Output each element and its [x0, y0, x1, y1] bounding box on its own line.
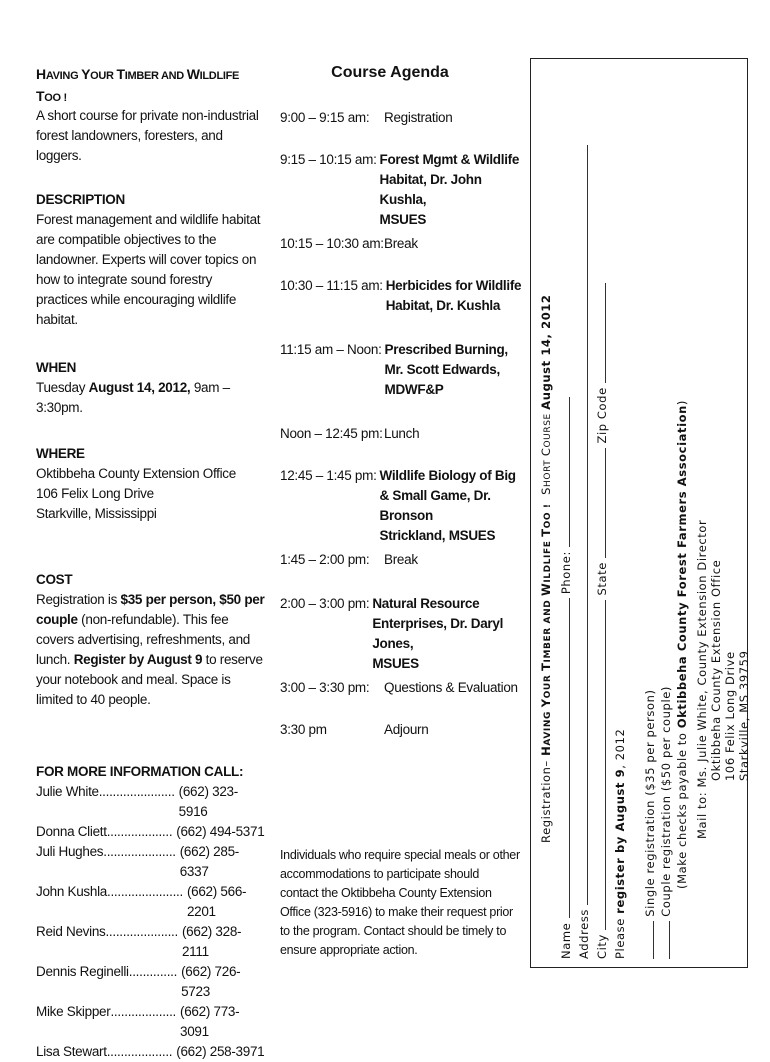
contact-row: [36, 1002, 266, 1042]
contact-dots: ...................: [106, 824, 173, 839]
agenda-line: Forest Mgmt & Wildlife: [379, 152, 520, 167]
agenda-line: Habitat, Dr. Kushla: [385, 298, 501, 313]
agenda-time: 3:00 – 3:30 pm:: [280, 680, 370, 695]
contact-phone: (662) 773-3091: [180, 1004, 240, 1039]
contact-phone: (662) 285-6337: [179, 844, 240, 879]
agenda-line: MSUES: [379, 212, 427, 227]
name-field[interactable]: [559, 598, 570, 918]
agenda-description: [384, 234, 418, 254]
contact-dots: ..............: [128, 964, 178, 979]
cost-heading: COST: [36, 572, 73, 587]
where-heading: WHERE: [36, 446, 85, 461]
city-row: City State Zip Code: [595, 283, 609, 959]
contact-name: John Kushla: [36, 884, 108, 899]
description-section: [36, 190, 266, 330]
agenda-heading: Course Agenda: [331, 64, 449, 81]
agenda-item: [280, 550, 530, 570]
agenda-description: [380, 150, 530, 230]
contact-name: Reid Nevins: [36, 924, 106, 939]
agenda-description: [386, 276, 522, 316]
agenda-description: [384, 678, 518, 698]
cost-section: [36, 570, 266, 710]
agenda-description: [384, 108, 452, 128]
contact-name: Julie White: [36, 784, 99, 799]
when-section: [36, 358, 266, 418]
agenda-time: 10:30 – 11:15 am:: [280, 278, 383, 293]
agenda-line: Natural Resource: [372, 596, 480, 611]
agenda-description: [384, 720, 428, 740]
contact-dots: .....................: [103, 844, 176, 859]
contact-phone: (662) 323-5916: [178, 784, 238, 819]
contact-row: [36, 882, 266, 922]
description-text: Forest management and wildlife habitat are compatible objectives to the landowner. Experts will cover topics on how to integrate sound forestry practices while encouraging wildlife habitat.: [36, 212, 261, 327]
single-registration-row: Single registration ($35 per person): [643, 689, 657, 959]
agenda-line: Herbicides for Wildlife: [385, 278, 522, 293]
agenda-item: [280, 108, 530, 128]
course-title: HAVING YOUR TIMBER AND WILDLIFE TOO !: [36, 66, 240, 104]
agenda-item: [280, 340, 530, 400]
address-field[interactable]: [577, 145, 588, 905]
agenda-item: [280, 150, 530, 230]
name-row: Name Phone:: [559, 397, 573, 959]
agenda-time: 10:15 – 10:30 am:: [280, 236, 384, 251]
contact-phone: (662) 726-5723: [181, 964, 241, 999]
contact-phone: (662) 258-3971: [176, 1044, 265, 1059]
agenda-line: Adjourn: [384, 722, 429, 737]
contact-row: [36, 782, 266, 822]
agenda-line: MSUES: [372, 656, 419, 671]
agenda-item: [280, 234, 530, 254]
contact-dots: ...................: [110, 1004, 177, 1019]
agenda-line: Wildlife Biology of Big: [379, 468, 516, 483]
mail-line-4: Starkville, MS 39759: [737, 650, 751, 781]
contact-name: Juli Hughes: [36, 844, 104, 859]
agenda-line: Break: [384, 552, 418, 567]
agenda-line: Questions & Evaluation: [384, 680, 518, 695]
agenda-line: Habitat, Dr. John Kushla,: [379, 172, 482, 207]
city-field[interactable]: [595, 600, 606, 930]
checks-payable-line: (Make checks payable to Oktibbeha County Forest Farmers Association): [675, 399, 689, 889]
info-section: [36, 762, 266, 1062]
agenda-description: [385, 340, 530, 400]
agenda-item: [280, 720, 530, 740]
single-registration-checkbox[interactable]: [643, 921, 654, 959]
contact-name: Mike Skipper: [36, 1004, 111, 1019]
agenda-line: Strickland, MSUES: [379, 528, 496, 543]
agenda-description: [384, 550, 418, 570]
cost-text: Registration is $35 per person, $50 per couple (non-refundable). This fee covers advertising, refreshments, and lunch. Register by August 9 to reserve your notebook and meal. Space is limited to 40 people.: [36, 592, 265, 707]
contact-dots: ......................: [98, 784, 175, 799]
agenda-line: & Small Game, Dr. Bronson: [379, 488, 491, 523]
agenda-time: 2:00 – 3:00 pm:: [280, 596, 370, 611]
agenda-item: [280, 594, 530, 674]
agenda-item: [280, 466, 530, 546]
agenda-description: [384, 424, 419, 444]
contact-name: Dennis Reginelli: [36, 964, 129, 979]
agenda-time: 3:30 pm: [280, 722, 327, 737]
agenda-time: 12:45 – 1:45 pm:: [280, 468, 377, 483]
accommodation-note: Individuals who require special meals or other accommodations to participate should contact the Oktibbeha County Extension Office (323-5916) to make their request prior to the program. Contact should be timely to ensure appropriate action.: [280, 848, 520, 957]
agenda-time: Noon – 12:45 pm:: [280, 426, 383, 441]
agenda-time: 9:00 – 9:15 am:: [280, 110, 370, 125]
when-heading: WHEN: [36, 360, 77, 375]
where-section: [36, 444, 266, 524]
contact-dots: .....................: [105, 924, 178, 939]
agenda-line: Lunch: [384, 426, 420, 441]
agenda-time: 11:15 am – Noon:: [280, 342, 382, 357]
agenda-line: Enterprises, Dr. Daryl Jones,: [372, 616, 504, 651]
zip-field[interactable]: [595, 283, 606, 383]
contact-phone: (662) 566-2201: [186, 884, 247, 919]
couple-registration-checkbox[interactable]: [659, 921, 670, 959]
agenda-time: 1:45 – 2:00 pm:: [280, 552, 370, 567]
contact-name: Lisa Stewart: [36, 1044, 107, 1059]
contact-row: [36, 1042, 266, 1062]
intro-text: A short course for private non-industrial forest landowners, foresters, and loggers.: [36, 108, 259, 163]
agenda-line: Prescribed Burning,: [384, 342, 508, 357]
where-line3: Starkville, Mississippi: [36, 506, 157, 521]
agenda-item: [280, 678, 530, 698]
mail-line-2: Oktibbeha County Extension Office: [709, 559, 723, 781]
deadline-line: Please register by August 9, 2012: [613, 728, 627, 959]
contact-phone: (662) 494-5371: [176, 824, 265, 839]
description-heading: DESCRIPTION: [36, 192, 125, 207]
info-heading: FOR MORE INFORMATION CALL:: [36, 764, 244, 779]
registration-rotated: [531, 59, 749, 969]
state-field[interactable]: [595, 448, 606, 558]
contact-list: [36, 782, 266, 1062]
contact-name: Donna Cliett: [36, 824, 107, 839]
left-column: [36, 64, 266, 1059]
agenda-item: [280, 276, 530, 316]
agenda-line: Break: [384, 236, 418, 251]
registration-form: [530, 58, 751, 968]
contact-row: [36, 842, 266, 882]
registration-header: Registration– HAVING YOUR TIMBER AND WILDLIFE TOO ! SHORT COURSE August 14, 2012: [539, 294, 553, 843]
couple-registration-row: Couple registration ($50 per couple): [659, 686, 673, 959]
agenda-description: [372, 594, 530, 674]
contact-row: [36, 822, 266, 842]
agenda-line: Registration: [384, 110, 453, 125]
where-line1: Oktibbeha County Extension Office: [36, 466, 236, 481]
when-text: Tuesday August 14, 2012, 9am – 3:30pm.: [36, 380, 230, 415]
agenda-line: Mr. Scott Edwards, MDWF&P: [384, 362, 500, 397]
agenda-item: [280, 424, 530, 444]
mail-line-1: Mail to: Ms. Julie White, County Extension Director: [695, 519, 709, 839]
mail-line-3: 106 Felix Long Drive: [723, 651, 737, 781]
address-row: Address: [577, 145, 591, 959]
contact-phone: (662) 328-2111: [181, 924, 242, 959]
contact-row: [36, 962, 266, 1002]
where-line2: 106 Felix Long Drive: [36, 486, 154, 501]
contact-dots: ......................: [107, 884, 183, 899]
phone-field[interactable]: [559, 397, 570, 547]
contact-row: [36, 922, 266, 962]
agenda-description: [380, 466, 530, 546]
agenda-time: 9:15 – 10:15 am:: [280, 152, 377, 167]
contact-dots: ...................: [106, 1044, 173, 1059]
